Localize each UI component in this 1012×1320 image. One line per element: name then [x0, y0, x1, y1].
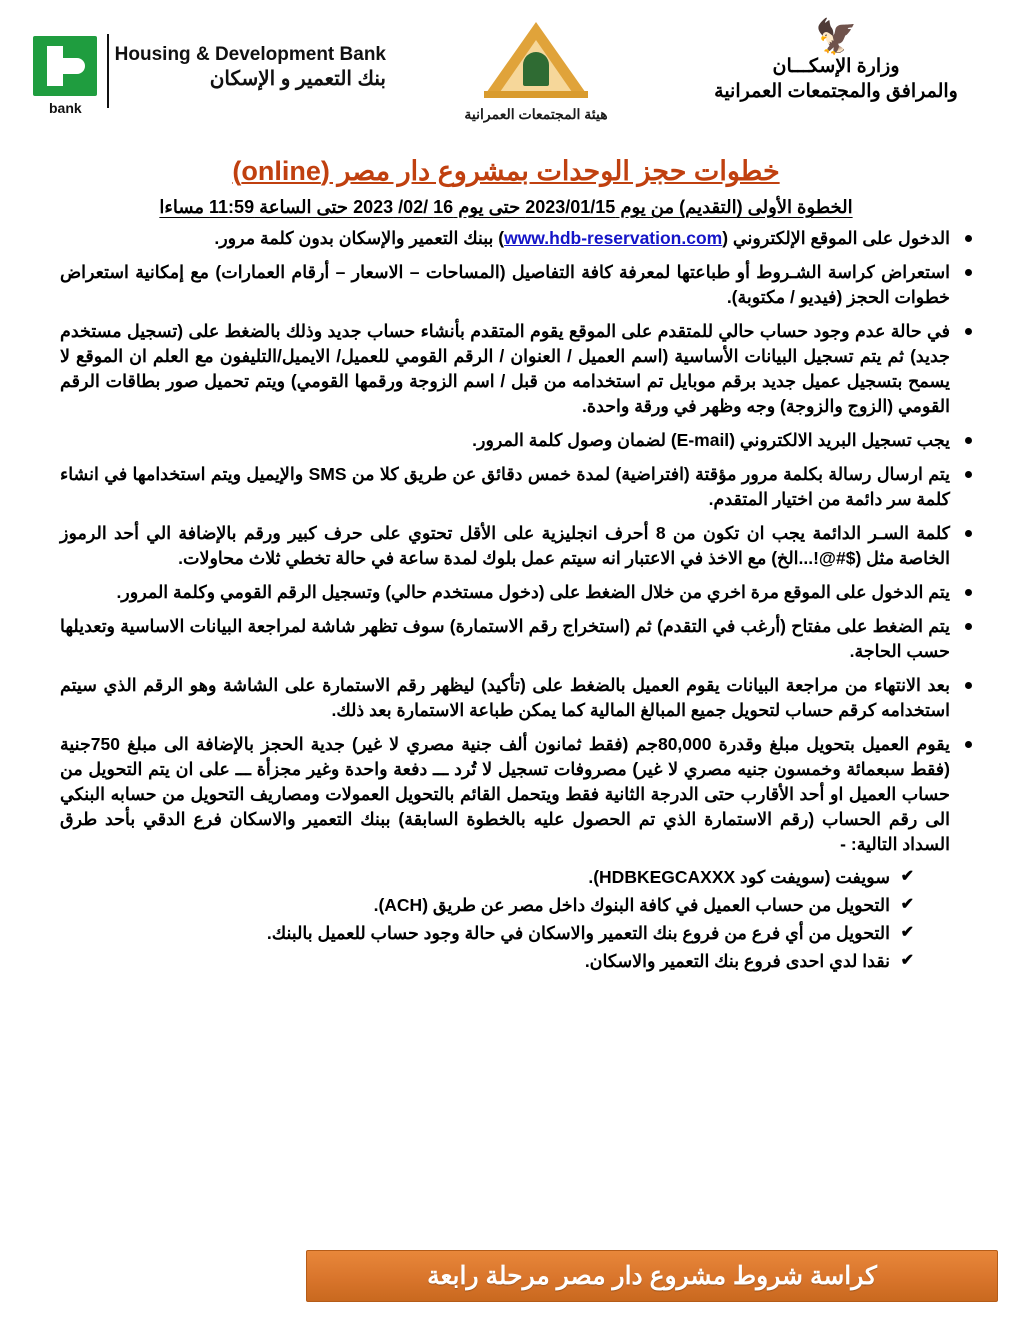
bank-logo-word: bank	[48, 100, 82, 116]
list-item: يتم الدخول على الموقع مرة اخري من خلال الضغط على (دخول مستخدم حالي) وتسجيل الرقم القومي وكلمة المرور.	[60, 580, 976, 605]
bank-logo-block	[26, 18, 386, 116]
list-item: ✔ التحويل من أي فرع من فروع بنك التعمير والاسكان في حالة وجود حساب للعميل بالبنك.	[60, 919, 914, 947]
list-item: يتم الضغط على مفتاح (أرغب في التقدم) ثم (استخراج رقم الاستمارة) سوف تظهر شاشة لمراجعة البيانات الاساسية وتعديلها حسب الحاجة.	[60, 614, 976, 664]
list-item: استعراض كراسة الشـروط أو طباعتها لمعرفة كافة التفاصيل (المساحات – الاسعار – أرقام العمارات) مع إمكانية استعراض خطوات الحجز (فيديو / مكتوبة).	[60, 260, 976, 310]
bank-name-english: Housing & Development Bank	[114, 44, 386, 65]
bank-logo-icon	[26, 18, 105, 116]
document-body	[0, 226, 1012, 975]
list-item: في حالة عدم وجود حساب حالي للمتقدم على الموقع يقوم المتقدم بأنشاء حساب جديد وذلك بالضغط على (تسجيل مستخدم جديد) ثم يتم تسجيل البيانات الأساسية (اسم العميل / العنوان / الرقم القومي للعميل/ الايميل/التليفون مع العلم ان الموقع لا يسمح بتسجيل عميل جديد برقم موبايل تم استخدامه من قبل / اسم الزوجة ورقمها القومي) ويتم تحميل صور بطاقات الرقم القومي (الزوج والزوجة) وجه وظهر في ورقة واحدة.	[60, 319, 976, 419]
bullet-prefix: الدخول على الموقع الإلكتروني (	[722, 228, 950, 248]
page-title	[0, 156, 1012, 187]
steps-list	[60, 226, 976, 975]
bank-name-arabic: بنك التعمير و الإسكان	[209, 68, 386, 90]
document-header	[0, 0, 1012, 150]
reservation-website-link[interactable]: www.hdb-reservation.com	[504, 228, 723, 248]
urban-communities-authority-icon	[482, 18, 590, 104]
list-item: يجب تسجيل البريد الالكتروني (E-mail) لضمان وصول كلمة المرور.	[60, 428, 976, 453]
list-item: ✔ سويفت (سويفت كود HDBKEGCAXXX).	[60, 863, 914, 891]
authority-logo-block	[421, 18, 651, 123]
list-item	[60, 226, 976, 251]
list-item: ✔ التحويل من حساب العميل في كافة البنوك داخل مصر عن طريق (ACH).	[60, 891, 914, 919]
list-item: يتم ارسال رسالة بكلمة مرور مؤقتة (افتراضية) لمدة خمس دقائق عن طريق كلا من SMS والإيميل ويتم استخدامها في انشاء كلمة سر دائمة من اختيار المتقدم.	[60, 462, 976, 512]
ministry-name-line1: وزارة الإسكـــان	[772, 56, 900, 77]
list-item: بعد الانتهاء من مراجعة البيانات يقوم العميل بالضغط على (تأكيد) ليظهر رقم الاستمارة على الشاشة وهو الرقم الذي سيتم استخدامه كرقم حساب لتحويل جميع المبالغ المالية كما يمكن طباعة الاستمارة بعد ذلك.	[60, 673, 976, 723]
list-item: ✔ نقدا لدي احدى فروع بنك التعمير والاسكان.	[60, 947, 914, 975]
footer-banner	[306, 1250, 998, 1302]
bullet-suffix: ) ببنك التعمير والإسكان بدون كلمة مرور.	[214, 228, 505, 248]
authority-caption: هيئة المجتمعات العمرانية	[464, 106, 608, 122]
footer-banner-text: كراسة شروط مشروع دار مصر مرحلة رابعة	[427, 1262, 877, 1290]
list-item	[60, 732, 976, 975]
payment-instructions-text: يقوم العميل بتحويل مبلغ وقدرة 80,000جم (فقط ثمانون ألف جنية مصري لا غير) جدية الحجز بالإضافة الى مبلغ 750جنية (فقط سبعمائة وخمسون جنيه مصري لا غير) مصروفات تسجيل لا تُرد ـــ دفعة واحدة وغير مجزأة ـــ على ان يتم التحويل من حساب العميل او أحد الأقارب حتى الدرجة الثانية فقط ويتحمل القائم بالتحويل العمولات ومصاريف التحويل من حسابه البنكي الى رقم الحساب (رقم الاستمارة الذي تم الحصول عليه بالخطوة السابقة) ببنك التعمير والاسكان فرع الدقي بأحد طرق السداد التالية: -	[60, 734, 950, 854]
payment-methods-list	[60, 863, 950, 975]
step-heading: الخطوة الأولى (التقديم) من يوم 2023/01/15 حتى يوم 16 /02/ 2023 حتى الساعة 11:59 مساءا	[159, 197, 853, 217]
ministry-block	[686, 18, 986, 104]
page-title-text: خطوات حجز الوحدات بمشروع دار مصر (online)	[232, 156, 780, 186]
ministry-name-line2: والمرافق والمجتمعات العمرانية	[714, 81, 958, 102]
bank-name-block	[115, 18, 386, 92]
list-item: كلمة السـر الدائمة يجب ان تكون من 8 أحرف انجليزية على الأقل تحتوي على حرف كبير ورقم بالإضافة الي أحد الرموز الخاصة مثل ($#@!...الخ) مع الاخذ في الاعتبار انه سيتم عمل بلوك لمدة ساعة في حالة تخطي ثلاث محاولات.	[60, 521, 976, 571]
eagle-emblem-icon: 🦅	[815, 18, 857, 56]
